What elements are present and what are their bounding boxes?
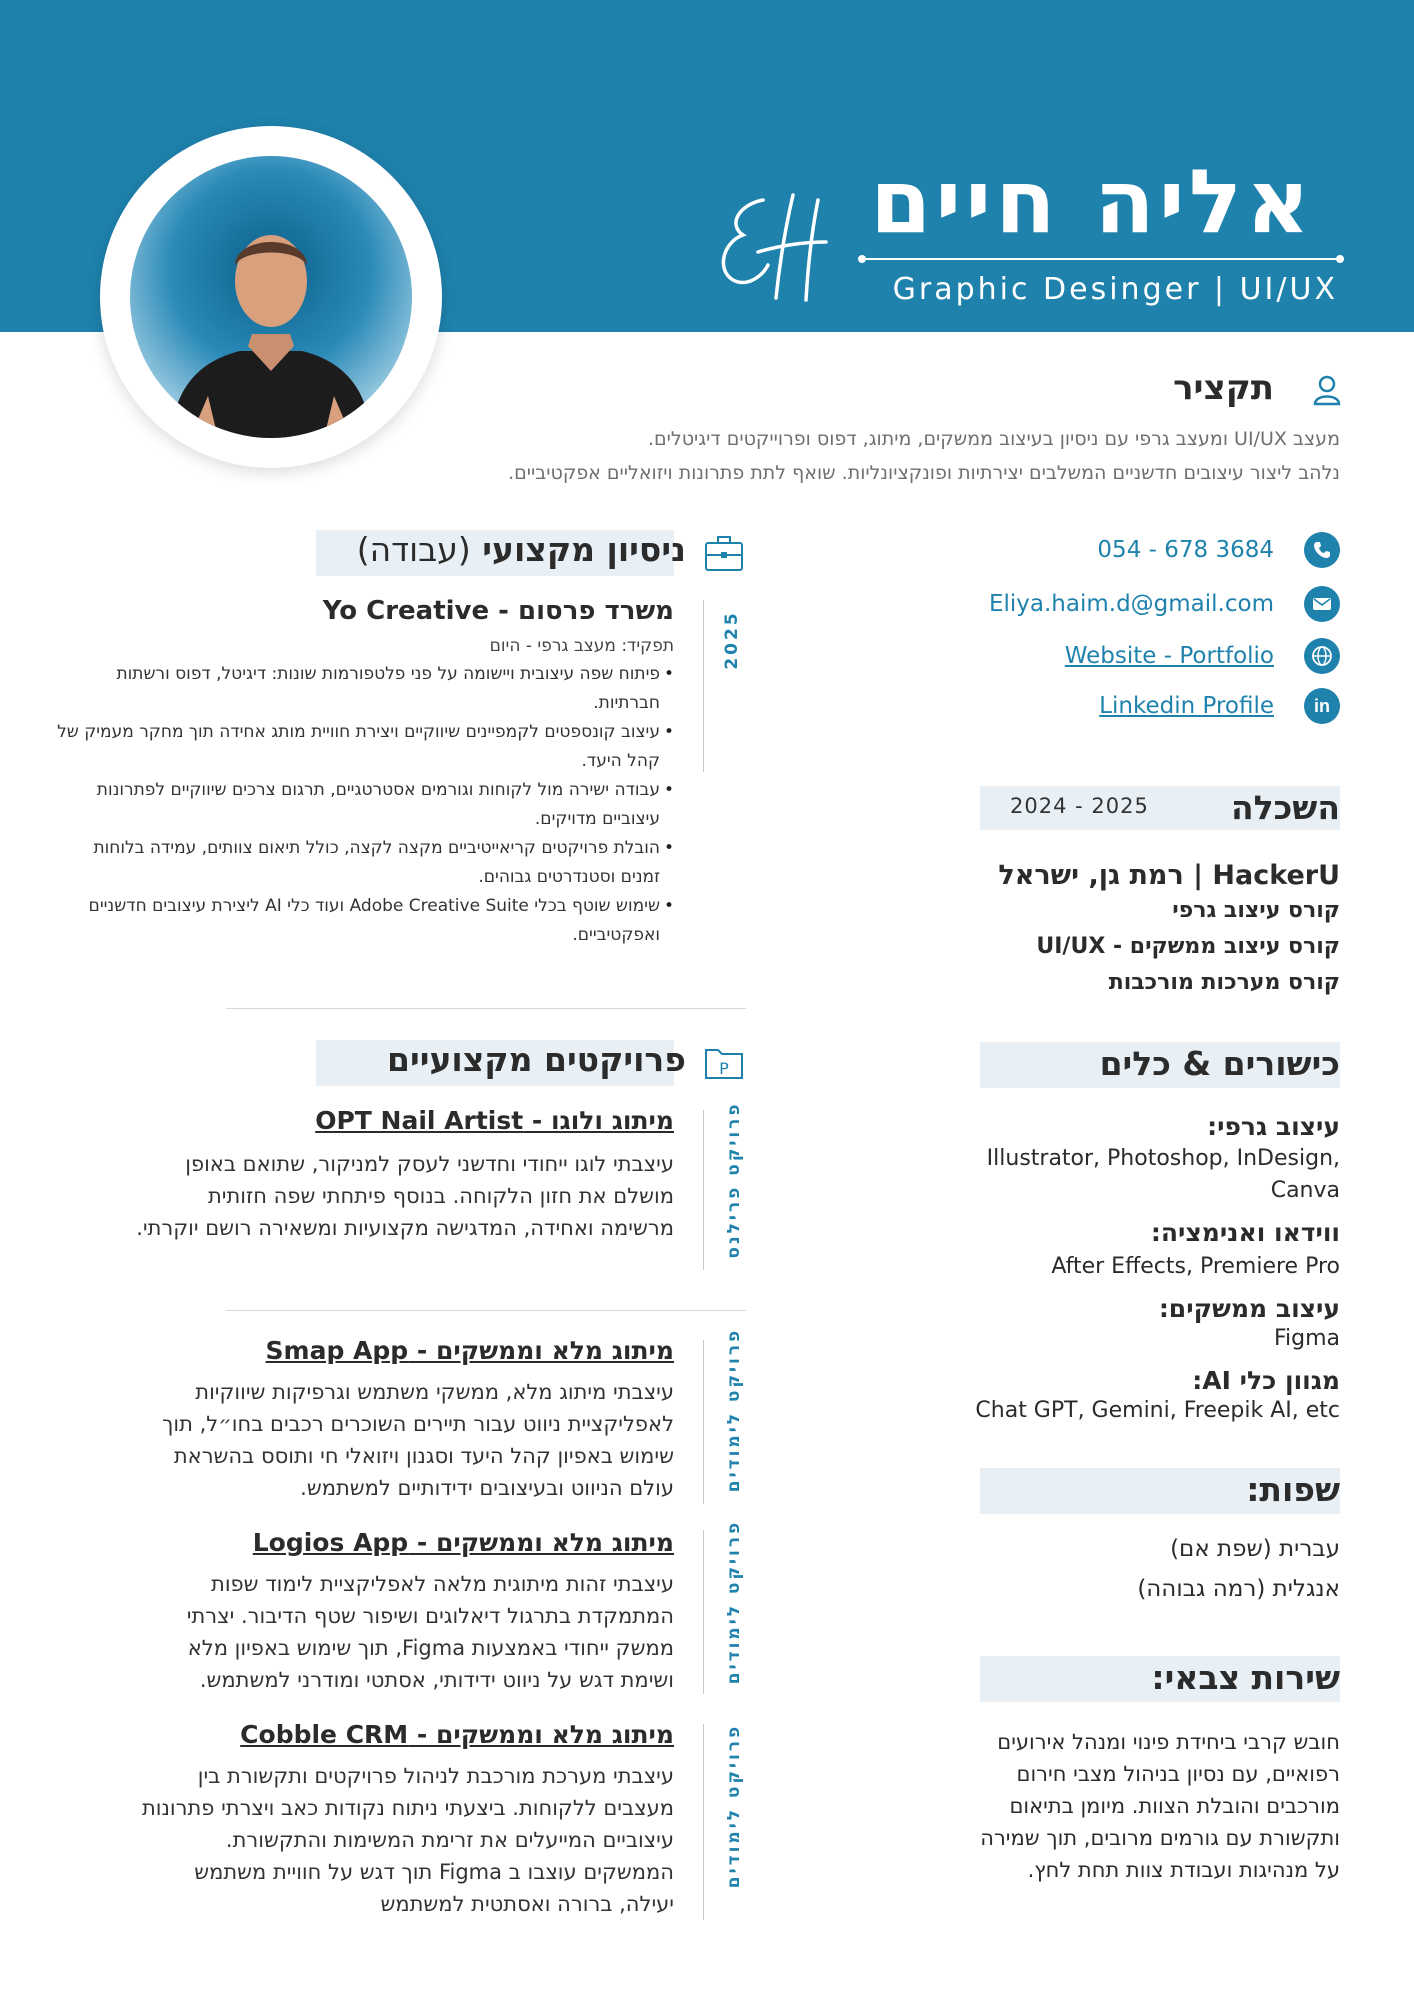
project-vline	[703, 1110, 704, 1270]
job-subtitle: Graphic Desinger | UI/UX	[892, 272, 1338, 307]
skill-graphic-tools-2: Canva	[1270, 1178, 1340, 1203]
linkedin-icon: in	[1304, 688, 1340, 724]
divider-dot-left	[858, 255, 866, 263]
military-title: שירות צבאי:	[1151, 1658, 1340, 1697]
divider-dot-right	[1336, 255, 1344, 263]
skill-ui-tools: Figma	[1273, 1326, 1340, 1351]
contact-email[interactable]	[920, 584, 1340, 624]
linkedin-link[interactable]: Linkedin Profile	[1099, 693, 1274, 719]
job-bullet: • שימוש שוטף בכלי Adobe Creative Suite ועוד כלי AI ליצירת עיצובים חדשניים ואפקטיביים.	[54, 892, 674, 950]
phone-number: 054 - 678 3684	[1097, 537, 1274, 563]
folder-icon	[704, 1046, 744, 1080]
full-name: אליה חיים	[870, 150, 1314, 253]
skills-title: כישורים & כלים	[1099, 1044, 1340, 1083]
summary-line-2: נלהב ליצור עיצובים חדשניים המשלבים יצירתיות ופונקציונליות. שואף לתת פתרונות ויזואליים אפקטיביים.	[508, 462, 1340, 484]
project-tag: פרויקט פרילנס	[724, 1101, 744, 1259]
education-course-3: קורס מערכות מורכבות	[1108, 970, 1340, 995]
projects-title: פרויקטים מקצועיים	[387, 1040, 686, 1079]
language-1: עברית (שפת אם)	[1170, 1536, 1340, 1562]
skill-ai-label: מגוון כלי AI:	[1192, 1366, 1340, 1395]
summary-line-1: מעצב UI/UX ומעצב גרפי עם ניסיון בעיצוב ממשקים, מיתוג, דפוס ופרוייקטים דיגיטלים.	[648, 428, 1340, 450]
skill-video-label: ווידאו ואנימציה:	[1150, 1218, 1340, 1247]
email-icon	[1304, 586, 1340, 622]
projects-divider	[226, 1310, 746, 1311]
job-title: משרד פרסום - Yo Creative	[322, 596, 674, 626]
project-heading: מיתוג מלא וממשקים - Logios App	[252, 1528, 674, 1557]
job-role: תפקיד: מעצב גרפי - היום	[489, 636, 674, 656]
job-bullet: • פיתוח שפה עיצובית ויישומה על פני פלטפורמות שונות: דיגיטל, דפוס ורשתות חברתיות.	[54, 660, 674, 718]
website-link[interactable]: Website - Portfolio	[1064, 643, 1274, 669]
job-bullet: • עבודה ישירה מול לקוחות וגורמים אסטרטגיים, תרגום צרכים שיווקיים לפתרונות עיצוביים מדויקים.	[54, 776, 674, 834]
experience-title	[357, 530, 686, 569]
project-heading: מיתוג מלא וממשקים - Cobble CRM	[240, 1720, 674, 1749]
svg-text:P: P	[719, 1059, 729, 1078]
project-tag: פרויקט לימודים	[724, 1723, 744, 1889]
email-address: Eliya.haim.d@gmail.com	[988, 591, 1274, 617]
briefcase-icon	[704, 534, 744, 572]
job-bullet: • הובלת פרויקטים קריאייטיביים מקצה לקצה, כולל תיאום צוותים, עמידה בלוחות זמנים וסטנדרטים גבוהים.	[54, 834, 674, 892]
experience-title-light: (עבודה)	[356, 530, 471, 569]
summary-text	[240, 422, 1340, 490]
project-tag: פרויקט לימודים	[724, 1519, 744, 1685]
user-icon	[1312, 374, 1342, 406]
skill-video-tools: After Effects, Premiere Pro	[1051, 1254, 1340, 1279]
experience-year: 2025	[722, 610, 742, 670]
education-course-2: קורס עיצוב ממשקים - UI/UX	[1036, 934, 1340, 959]
globe-icon	[1304, 638, 1340, 674]
experience-vline	[703, 600, 704, 772]
project-tag: פרויקט לימודים	[724, 1327, 744, 1493]
job-bullets	[54, 660, 674, 950]
project-description: עיצבתי זהות מיתוגית מלאה לאפליקציית לימוד שפות המתמקדת בתרגול דיאלוגים ושיפור שטף הדיבור. יצרתי ממשק ייחודי באמצעות Figma, תוך שימוש באפיון מלא ושימת דגש על ניווט ידידותי, אסתטי ומודרני למשתמש.	[186, 1572, 674, 1692]
name-divider	[862, 258, 1340, 260]
contact-phone[interactable]	[920, 530, 1340, 570]
education-course-1: קורס עיצוב גרפי	[1172, 898, 1340, 923]
contact-website[interactable]	[920, 636, 1340, 676]
languages-title: שפות:	[1246, 1470, 1340, 1509]
phone-icon	[1304, 532, 1340, 568]
skill-graphic-label: עיצוב גרפי:	[1207, 1112, 1340, 1141]
skill-ai-tools: Chat GPT, Gemini, Freepik AI, etc	[975, 1398, 1340, 1423]
experience-divider	[226, 1008, 746, 1009]
project-heading: מיתוג מלא וממשקים - Smap App	[265, 1336, 674, 1365]
education-school: HackerU | רמת גן, ישראל	[998, 860, 1340, 891]
profile-photo	[130, 156, 412, 438]
skill-ui-label: עיצוב ממשקים:	[1158, 1294, 1340, 1323]
skill-graphic-tools-1: Illustrator, Photoshop, InDesign,	[986, 1146, 1340, 1171]
experience-title-bold: ניסיון מקצועי	[482, 530, 686, 569]
education-years: 2024 - 2025	[1010, 794, 1149, 818]
project-description: עיצבתי לוגו ייחודי וחדשני לעסק למניקור, שתואם באופן מושלם את חזון הלקוחה. בנוסף פיתחתי שפה חזותית מרשימה ואחידה, המדגישה מקצועיות ומשאירה רושם יוקרתי.	[136, 1152, 674, 1240]
monogram-logo	[708, 180, 828, 310]
contact-linkedin[interactable]	[920, 686, 1340, 726]
project-vline	[703, 1340, 704, 1504]
military-text: חובש קרבי ביחידת פינוי ומנהל אירועים רפואיים, עם נסיון בניהול מצבי חירום מורכבים והובלת הצוות. מיומן בתיאום ותקשורת עם גורמים מרובים, תוך שמירה על מנהיגות ועבודת צוות תחת לחץ.	[980, 1730, 1340, 1882]
summary-title: תקציר	[1173, 368, 1274, 408]
project-heading: מיתוג ולוגו - OPT Nail Artist	[315, 1106, 674, 1135]
project-vline	[703, 1530, 704, 1694]
language-2: אנגלית (רמה גבוהה)	[1137, 1576, 1340, 1602]
education-title: השכלה	[1230, 788, 1340, 827]
project-description: עיצבתי מערכת מורכבת לניהול פרויקטים ותקשורת בין מעצבים ללקוחות. ביצעתי ניתוח נקודות כאב ויצרתי פתרונות עיצוביים המייעלים את זרימת המשימות והתקשורת. הממשקים עוצבו ב Figma תוך דגש על חוויית משתמש יעילה, ברורה ואסתטית למשתמש	[141, 1764, 674, 1916]
job-bullet: • עיצוב קונספטים לקמפיינים שיווקיים ויצירת חוויית מותג אחידה תוך מחקר מעמיק של קהל היעד.	[54, 718, 674, 776]
project-description: עיצבתי מיתוג מלא, ממשקי משתמש וגרפיקות שיווקיות לאפליקציית ניווט עבור תיירים השוכרים רכבים בחו״ל, תוך שימוש באפיון קהל היעד וסגנון ויזואלי חי ותוסס בהשראת עולם הניווט ובעיצובים ידידותיים למשתמש.	[162, 1380, 674, 1500]
project-vline	[703, 1724, 704, 1920]
